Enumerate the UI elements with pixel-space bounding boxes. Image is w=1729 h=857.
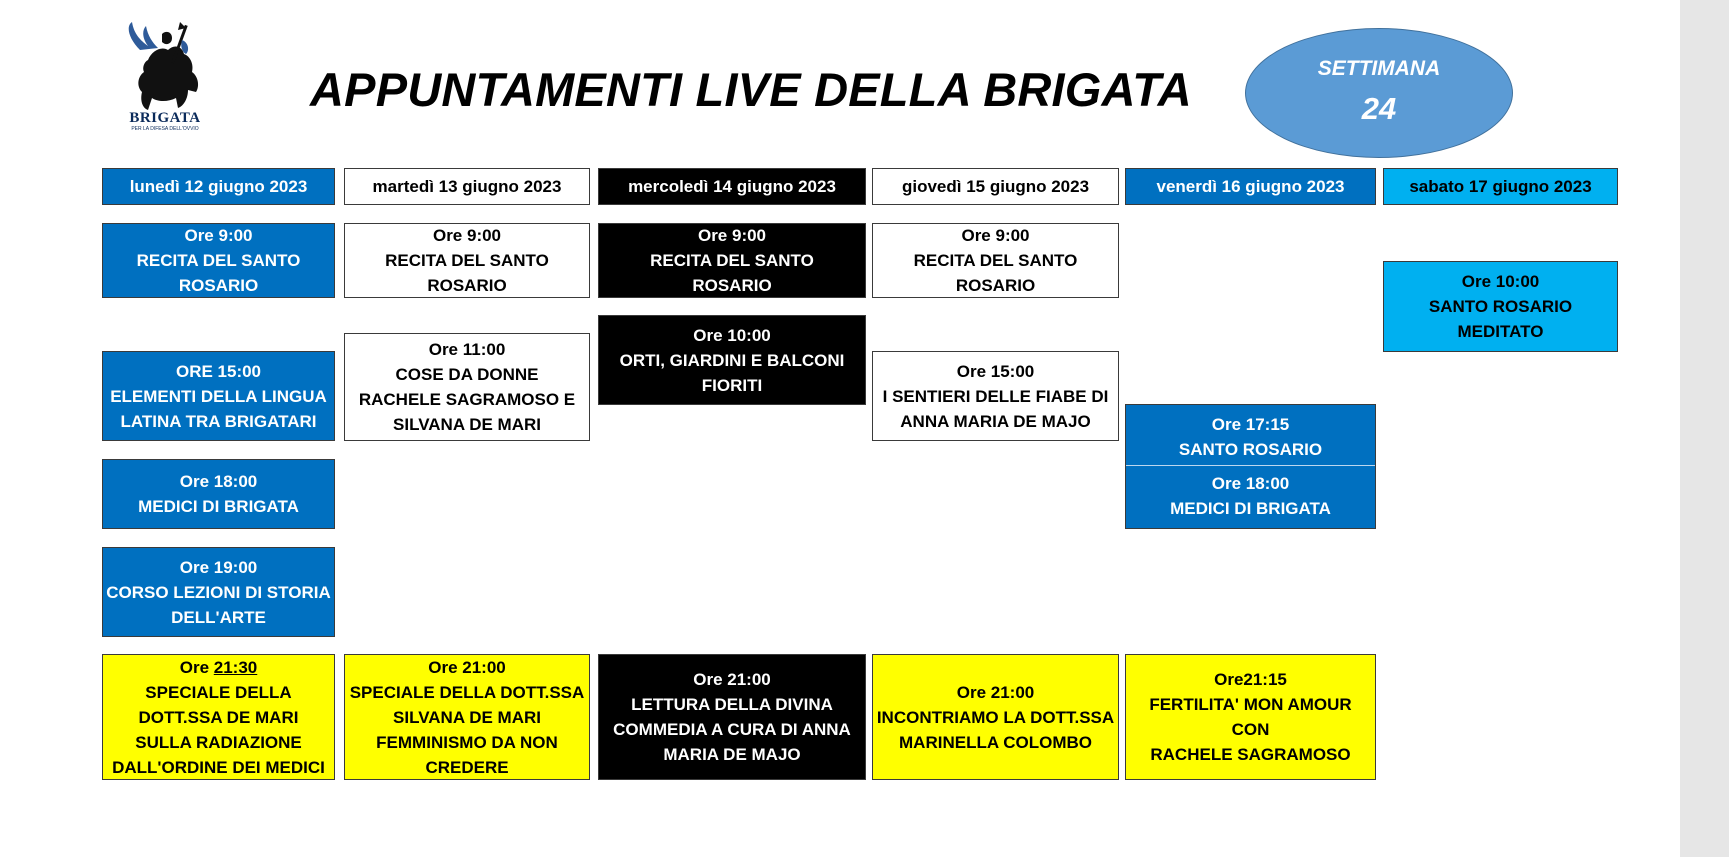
event-card (1383, 261, 1618, 352)
event-title-line: ELEMENTI DELLA LINGUA (110, 386, 327, 406)
event-time: Ore21:15 (1214, 670, 1287, 689)
event-card (344, 223, 590, 298)
event-title-line: SULLA RADIAZIONE (135, 732, 302, 752)
event-divider (1126, 465, 1375, 466)
event-title-line: CREDERE (425, 757, 509, 777)
event-title-line: INCONTRIAMO LA DOTT.SSA (876, 707, 1115, 727)
event-card (102, 459, 335, 529)
right-margin-strip (1680, 0, 1729, 857)
day-header-wednesday: mercoledì 14 giugno 2023 (598, 168, 866, 205)
event-title-line: DOTT.SSA DE MARI (138, 707, 299, 727)
event-card (872, 351, 1119, 441)
event-title-line: SILVANA DE MARI (393, 415, 541, 434)
event-title-line: DELL'ARTE (171, 607, 266, 627)
event-title-line: CON (1231, 720, 1270, 739)
event-card-group (1125, 404, 1376, 529)
event-time: Ore 21:00 (693, 670, 771, 689)
event-card (598, 654, 866, 780)
event-title-line: MEDICI DI BRIGATA (138, 497, 299, 516)
event-title-line: MEDICI DI BRIGATA (1170, 499, 1331, 518)
event-time: Ore 9:00 (184, 226, 253, 245)
event-time: Ore 21:00 (428, 657, 506, 677)
event-title-line: ROSARIO (692, 276, 772, 295)
event-card (872, 654, 1119, 780)
event-time: Ore 9:00 (961, 226, 1030, 245)
day-header-thursday: giovedì 15 giugno 2023 (872, 168, 1119, 205)
week-badge (1245, 28, 1513, 158)
event-time: Ore 21:00 (956, 682, 1035, 702)
event-title-line: RECITA DEL SANTO (136, 251, 301, 270)
event-time: Ore 15:00 (956, 361, 1035, 381)
event-time: Ore 10:00 (1461, 272, 1540, 291)
event-time-underlined: 21:30 (213, 657, 258, 677)
event-time: Ore 18:00 (1211, 474, 1290, 493)
event-card (872, 223, 1119, 298)
event-card (598, 223, 866, 298)
event-title-line: I SENTIERI DELLE FIABE DI (882, 386, 1109, 406)
event-title-line: FIORITI (701, 375, 763, 395)
event-time: ORE 15:00 (175, 361, 262, 381)
event-title-line: SPECIALE DELLA DOTT.SSA (349, 682, 585, 702)
event-card (1125, 654, 1376, 780)
event-card (102, 654, 335, 780)
event-title-line: CORSO LEZIONI DI STORIA (106, 582, 331, 602)
event-title-line: FERTILITA' MON AMOUR (1149, 695, 1352, 714)
event-title-line: RECITA DEL SANTO ROSARIO (913, 251, 1078, 295)
event-title-line: LATINA TRA BRIGATARI (120, 411, 317, 431)
event-title-line: SPECIALE DELLA (145, 682, 292, 702)
event-title-line: ROSARIO (178, 276, 259, 295)
logo-subtext: PER LA DIFESA DELL'OVVIO (131, 126, 199, 132)
day-header-friday: venerdì 16 giugno 2023 (1125, 168, 1376, 205)
event-title-line: SANTO ROSARIO (1428, 297, 1573, 316)
event-time: Ore 17:15 (1211, 415, 1290, 434)
event-card (102, 223, 335, 298)
event-card (344, 654, 590, 780)
event-card (598, 315, 866, 405)
event-title-line: RECITA DEL SANTO (650, 251, 814, 270)
week-label: SETTIMANA (1317, 57, 1441, 80)
event-title-line: RACHELE SAGRAMOSO E (358, 390, 576, 409)
event-time: Ore 10:00 (693, 325, 771, 345)
day-header-saturday: sabato 17 giugno 2023 (1383, 168, 1618, 205)
event-title-line: LETTURA DELLA DIVINA (631, 695, 833, 714)
event-time: Ore 9:00 (432, 226, 502, 245)
page-title: APPUNTAMENTI LIVE DELLA BRIGATA (310, 63, 1192, 116)
event-title-line: RECITA DEL SANTO ROSARIO (385, 251, 549, 295)
event-title-line: RACHELE SAGRAMOSO (1150, 745, 1351, 764)
event-time: Ore 9:00 (697, 226, 767, 245)
event-title-line: FEMMINISMO DA NON (376, 732, 558, 752)
event-time: Ore 18:00 (179, 472, 258, 491)
event-title-line: COMMEDIA A CURA DI ANNA (613, 720, 851, 739)
day-header-tuesday: martedì 13 giugno 2023 (344, 168, 590, 205)
event-card (344, 333, 590, 441)
logo-text: BRIGATA (129, 110, 201, 126)
event-title-line: MARINELLA COLOMBO (899, 732, 1092, 752)
event-card (102, 547, 335, 637)
event-title-line: ORTI, GIARDINI E BALCONI (619, 350, 845, 370)
event-title-line: SANTO ROSARIO (1178, 440, 1323, 459)
event-title-line: MARIA DE MAJO (663, 745, 801, 764)
event-title-line: DALL'ORDINE DEI MEDICI (112, 757, 325, 777)
event-time (180, 655, 258, 680)
event-title-line: ANNA MARIA DE MAJO (900, 411, 1091, 431)
week-number: 24 (1361, 91, 1397, 126)
event-time: Ore 11:00 (428, 340, 506, 359)
event-title-line: SILVANA DE MARI (393, 707, 541, 727)
event-time: Ore 19:00 (179, 557, 258, 577)
event-card (102, 351, 335, 441)
day-header-monday: lunedì 12 giugno 2023 (102, 168, 335, 205)
event-title-line: MEDITATO (1457, 322, 1544, 341)
event-time-prefix: Ore (179, 657, 214, 677)
event-title-line: COSE DA DONNE (395, 365, 539, 384)
